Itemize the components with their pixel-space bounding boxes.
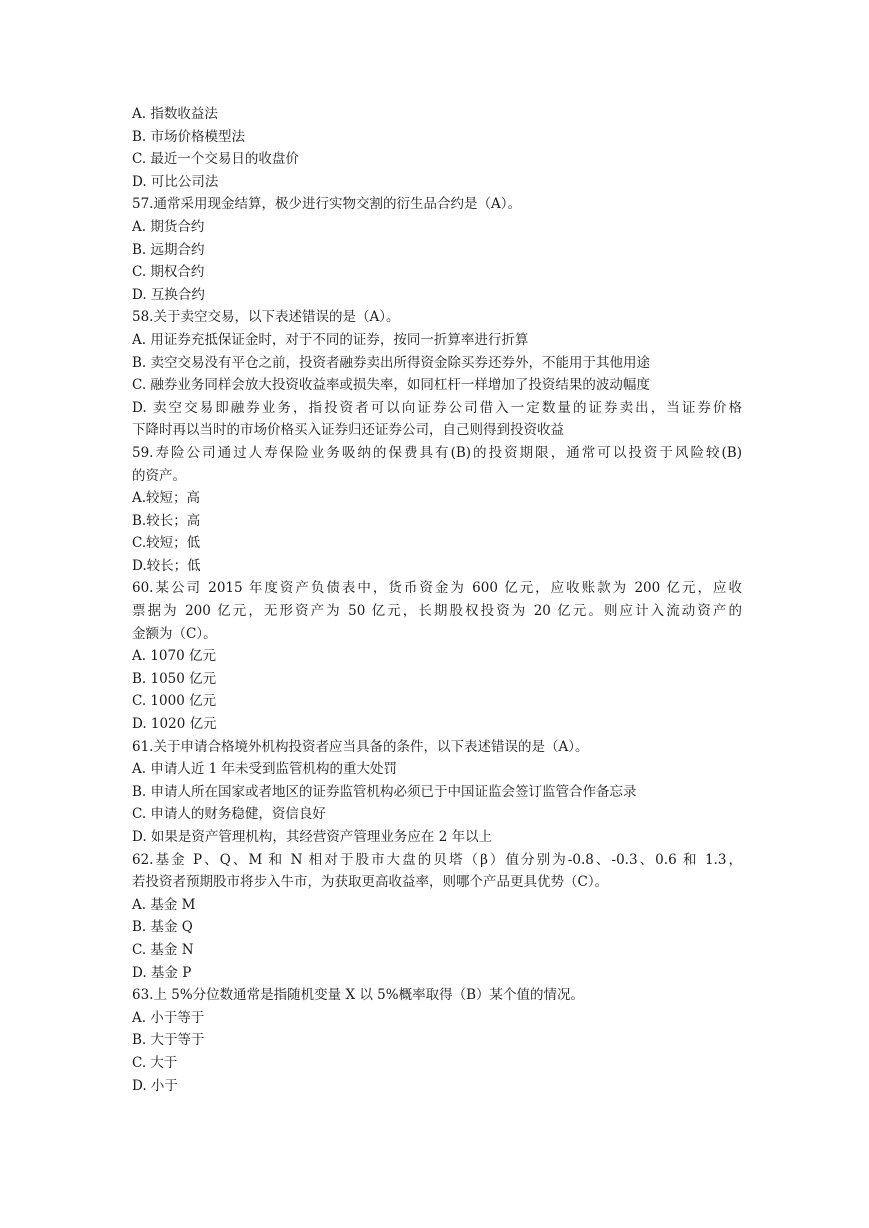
option-line: B. 1050 亿元 [132, 670, 217, 687]
question-57: 57.通常采用现金结算，极少进行实物交割的衍生品合约是（A）。 [132, 196, 521, 213]
option-line: D. 卖空交易即融券业务，指投资者可以向证券公司借入一定数量的证券卖出，当证券价格 [132, 399, 742, 416]
document-page [132, 103, 742, 1097]
option-line: D. 可比公司法 [132, 173, 219, 190]
option-line: A. 指数收益法 [132, 106, 218, 122]
option-line: A. 小于等于 [132, 1009, 205, 1026]
option-line: B. 远期合约 [132, 241, 205, 258]
option-line: D. 基金 P [132, 964, 192, 981]
option-line: A. 申请人近 1 年未受到监管机构的重大处罚 [132, 761, 398, 778]
option-line-continued: 下降时再以当时的市场价格买入证券归还证券公司，自己则得到投资收益 [132, 422, 564, 439]
option-line: B. 基金 Q [132, 919, 193, 936]
option-line: C. 1000 亿元 [132, 693, 217, 710]
question-58: 58.关于卖空交易，以下表述错误的是（A）。 [132, 309, 400, 326]
option-line: A. 用证券充抵保证金时，对于不同的证券，按同一折算率进行折算 [132, 331, 529, 348]
option-line: D.较长；低 [132, 557, 201, 574]
option-line: B. 申请人所在国家或者地区的证券监管机构必须已于中国证监会签订监管合作备忘录 [132, 783, 637, 800]
question-61: 61.关于申请合格境外机构投资者应当具备的条件，以下表述错误的是（A）。 [132, 738, 589, 755]
option-line: B. 大于等于 [132, 1032, 205, 1049]
option-line: D. 互换合约 [132, 286, 205, 303]
option-line: C. 大于 [132, 1054, 178, 1071]
option-line: C. 最近一个交易日的收盘价 [132, 151, 299, 168]
question-60: 60.某公司 2015 年度资产负债表中，货币资金为 600 亿元，应收账款为 200 亿元，应收 [132, 580, 742, 597]
option-line: B. 卖空交易没有平仓之前，投资者融券卖出所得资金除买券还券外，不能用于其他用途 [132, 354, 651, 371]
question-62-continued: 若投资者预期股市将步入牛市，为获取更高收益率，则哪个产品更具优势（C）。 [132, 874, 609, 891]
option-line: A. 期货合约 [132, 218, 205, 235]
option-line: D. 如果是资产管理机构，其经营资产管理业务应在 2 年以上 [132, 829, 493, 845]
option-line: A.较短；高 [132, 490, 201, 507]
option-line: C. 申请人的财务稳健，资信良好 [132, 806, 326, 823]
option-line: D. 1020 亿元 [132, 716, 217, 733]
question-62: 62.基金 P、Q、M 和 N 相对于股市大盘的贝塔（β）值分别为-0.8、-0.3、0.6 和 1.3， [132, 851, 742, 868]
question-59: 59.寿险公司通过人寿保险业务吸纳的保费具有(B)的投资期限，通常可以投资于风险较(B) [132, 444, 742, 461]
option-line: C. 期权合约 [132, 264, 205, 281]
option-line: A. 基金 M [132, 896, 196, 913]
question-60-continued: 票据为 200 亿元，无形资产为 50 亿元，长期股权投资为 20 亿元。则应计入流动资产的 [132, 603, 742, 620]
option-line: C. 基金 N [132, 941, 194, 958]
option-line: D. 小于 [132, 1077, 178, 1094]
option-line: A. 1070 亿元 [132, 648, 216, 665]
question-59-continued: 的资产。 [132, 467, 186, 484]
option-line: C.较短；低 [132, 535, 201, 552]
option-line: C. 融券业务同样会放大投资收益率或损失率，如同杠杆一样增加了投资结果的波动幅度 [132, 377, 650, 394]
option-line: B.较长；高 [132, 512, 201, 529]
question-60-continued: 金额为（C）。 [132, 625, 217, 642]
question-63: 63.上 5%分位数通常是指随机变量 X 以 5%概率取得（B）某个值的情况。 [132, 987, 584, 1004]
option-line: B. 市场价格模型法 [132, 128, 246, 145]
